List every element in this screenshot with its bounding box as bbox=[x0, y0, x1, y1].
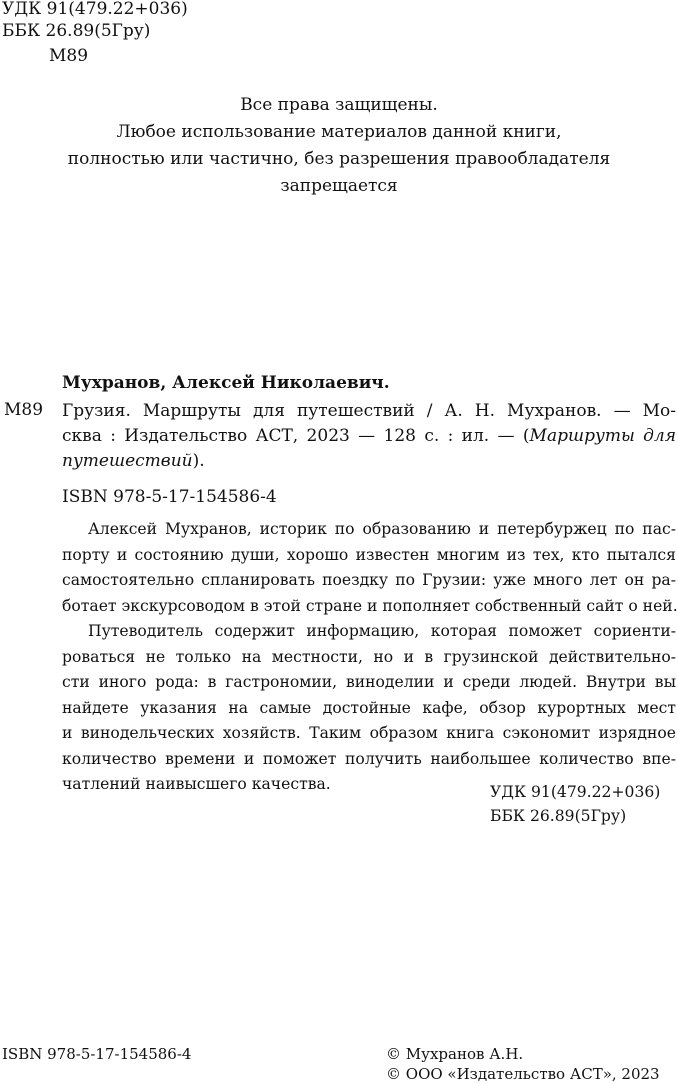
annotation-line: сти иного рода: в гастрономии, виноделии и среди людей. Внутри вы bbox=[62, 673, 676, 691]
biblio-line bbox=[62, 424, 676, 449]
copyright-publisher: © ООО «Издательство АСТ», 2023 bbox=[386, 1065, 660, 1083]
annotation bbox=[62, 517, 676, 798]
series-title: Маршруты для bbox=[529, 426, 676, 446]
bbk-code-bottom: ББК 26.89(5Гру) bbox=[490, 807, 627, 825]
rights-line: запрещается bbox=[280, 176, 398, 196]
bibliographic-description bbox=[62, 399, 676, 474]
isbn: ISBN 978-5-17-154586-4 bbox=[62, 487, 277, 507]
footer-isbn: ISBN 978-5-17-154586-4 bbox=[2, 1045, 192, 1063]
author-mark-top: М89 bbox=[49, 46, 89, 66]
udk-code-top: УДК 91(479.22+036) bbox=[2, 0, 188, 19]
annotation-line: найдете указания на самые достойные кафе, обзор курортных мест bbox=[62, 698, 676, 717]
bbk-code-top: ББК 26.89(5Гру) bbox=[2, 21, 151, 41]
biblio-line: Грузия. Маршруты для путешествий / А. Н. Мухранов. — Мо- bbox=[62, 401, 676, 421]
annotation-line: самостоятельно спланировать поездку по Грузии: уже много лет он ра- bbox=[62, 571, 676, 589]
annotation-line: порту и состоянию души, хорошо известен многим из тех, кто пытался bbox=[62, 545, 676, 564]
series-title-cont: путешествий bbox=[62, 451, 193, 471]
annotation-line: Алексей Мухранов, историк по образованию и петербуржец по пас- bbox=[88, 520, 676, 538]
biblio-line bbox=[62, 449, 676, 474]
rights-notice bbox=[0, 92, 678, 200]
rights-line: Все права защищены. bbox=[240, 95, 438, 115]
annotation-line: чатлений наивысшего качества. bbox=[62, 775, 331, 793]
annotation-line: ботает экскурсоводом в этой стране и пополняет собственный сайт о ней. bbox=[62, 596, 678, 615]
author-mark: М89 bbox=[4, 400, 44, 420]
annotation-line: роваться не только на местности, но и в грузинской действительно- bbox=[62, 647, 676, 666]
annotation-line: и винодельческих хозяйств. Таким образом книга сэкономит изрядное bbox=[62, 724, 676, 742]
author-heading: Мухранов, Алексей Николаевич. bbox=[62, 373, 390, 393]
biblio-text: сква : Издательство АСТ, 2023 — 128 с. : ил. — ( bbox=[62, 426, 530, 446]
annotation-line: Путеводитель содержит информацию, которая поможет сориенти- bbox=[88, 622, 676, 640]
rights-line: Любое использование материалов данной книги, bbox=[116, 122, 562, 142]
rights-line: полностью или частично, без разрешения правообладателя bbox=[67, 149, 611, 169]
annotation-line: количество времени и поможет получить наибольшее количество впе- bbox=[62, 749, 676, 768]
udk-code-bottom: УДК 91(479.22+036) bbox=[490, 783, 661, 801]
copyright-author: © Мухранов А.Н. bbox=[386, 1045, 524, 1063]
biblio-text: ). bbox=[192, 451, 205, 471]
